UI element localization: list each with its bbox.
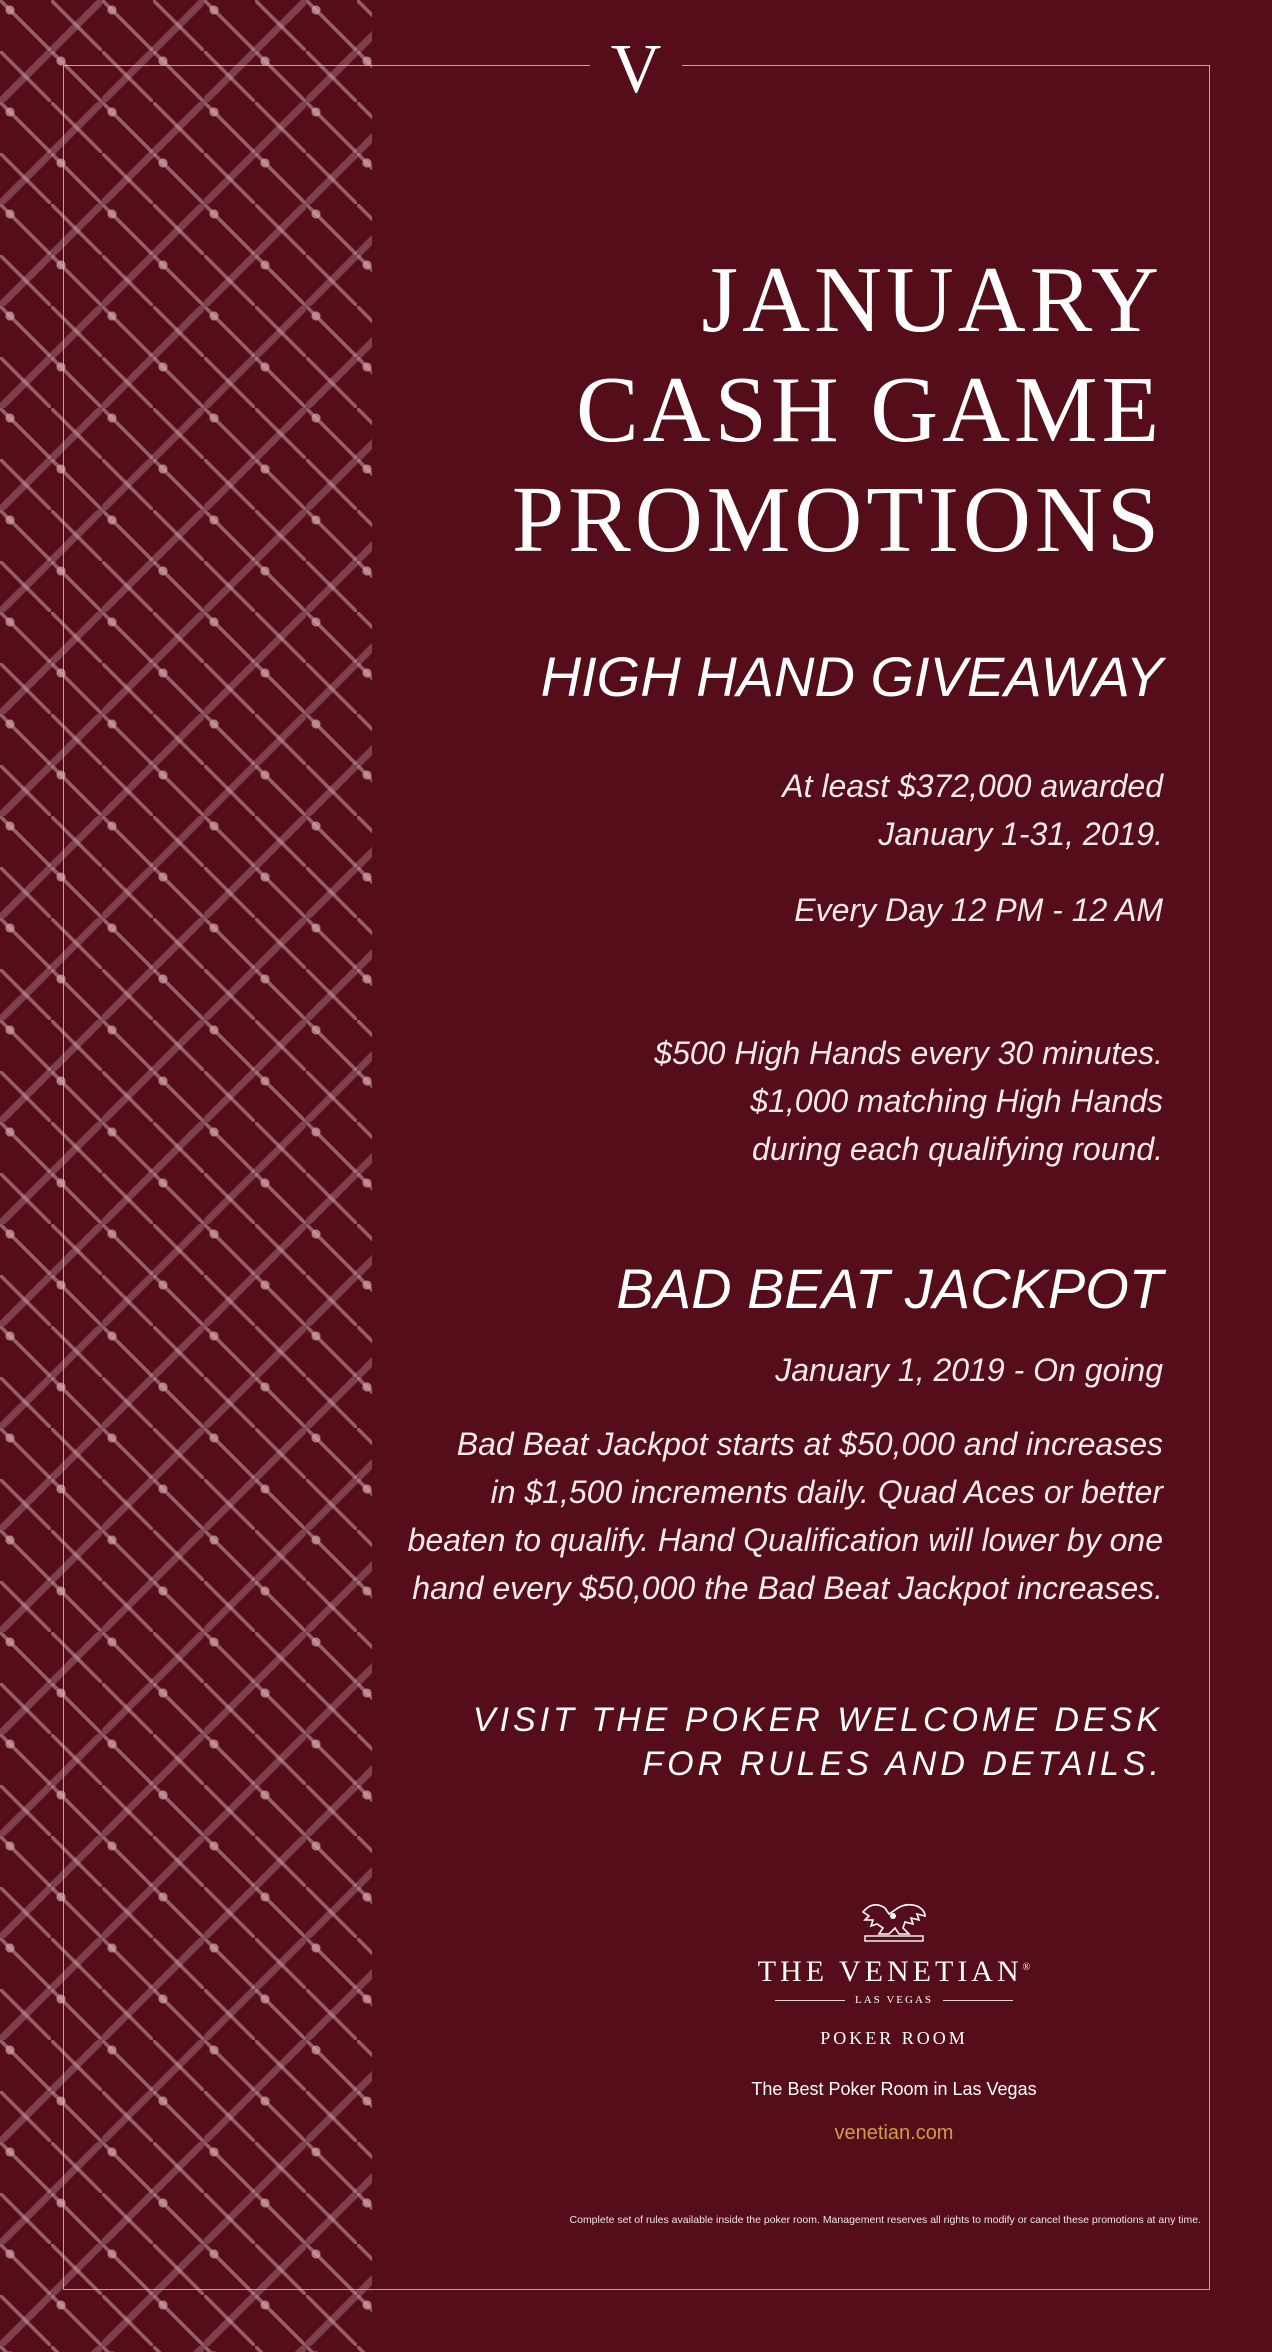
page-title: JANUARY CASH GAME PROMOTIONS	[511, 248, 1163, 572]
high-hand-schedule: Every Day 12 PM - 12 AM	[794, 892, 1163, 928]
location-row	[734, 1994, 1054, 2006]
bad-beat-details: Bad Beat Jackpot starts at $50,000 and increases in $1,500 increments daily. Quad Aces or better beaten to qualify. Hand Qualification will lower by one hand every $50,000 the Bad Beat Jackpot increases.	[407, 1426, 1163, 1606]
call-to-action: VISIT THE POKER WELCOME DESK FOR RULES AND DETAILS.	[472, 1701, 1163, 1783]
bad-beat-dates: January 1, 2019 - On going	[775, 1352, 1163, 1388]
website-link[interactable]: venetian.com	[834, 2122, 954, 2144]
disclaimer: Complete set of rules available inside the poker room. Management reserves all rights to modify or cancel these promotions at any time.	[569, 2214, 1201, 2226]
divider-left	[775, 2000, 845, 2001]
tagline: The Best Poker Room in Las Vegas	[751, 2079, 1037, 2099]
high-hand-award: At least $372,000 awarded January 1-31, 2019.	[782, 768, 1163, 852]
venetian-logo	[734, 1898, 1054, 2145]
bad-beat-heading: BAD BEAT JACKPOT	[616, 1257, 1163, 1320]
venue-label: POKER ROOM	[820, 2028, 968, 2048]
lion-icon	[859, 1898, 929, 1944]
location-label: LAS VEGAS	[854, 1994, 933, 2006]
divider-right	[943, 2000, 1013, 2001]
venetian-v-logo: V	[590, 30, 682, 110]
brand-name: THE VENETIAN®	[757, 1955, 1031, 1988]
registered-mark: ®	[1022, 1962, 1031, 1973]
high-hand-details: $500 High Hands every 30 minutes. $1,000 matching High Hands during each qualifying round.	[654, 1035, 1163, 1167]
high-hand-heading: HIGH HAND GIVEAWAY	[540, 645, 1163, 708]
